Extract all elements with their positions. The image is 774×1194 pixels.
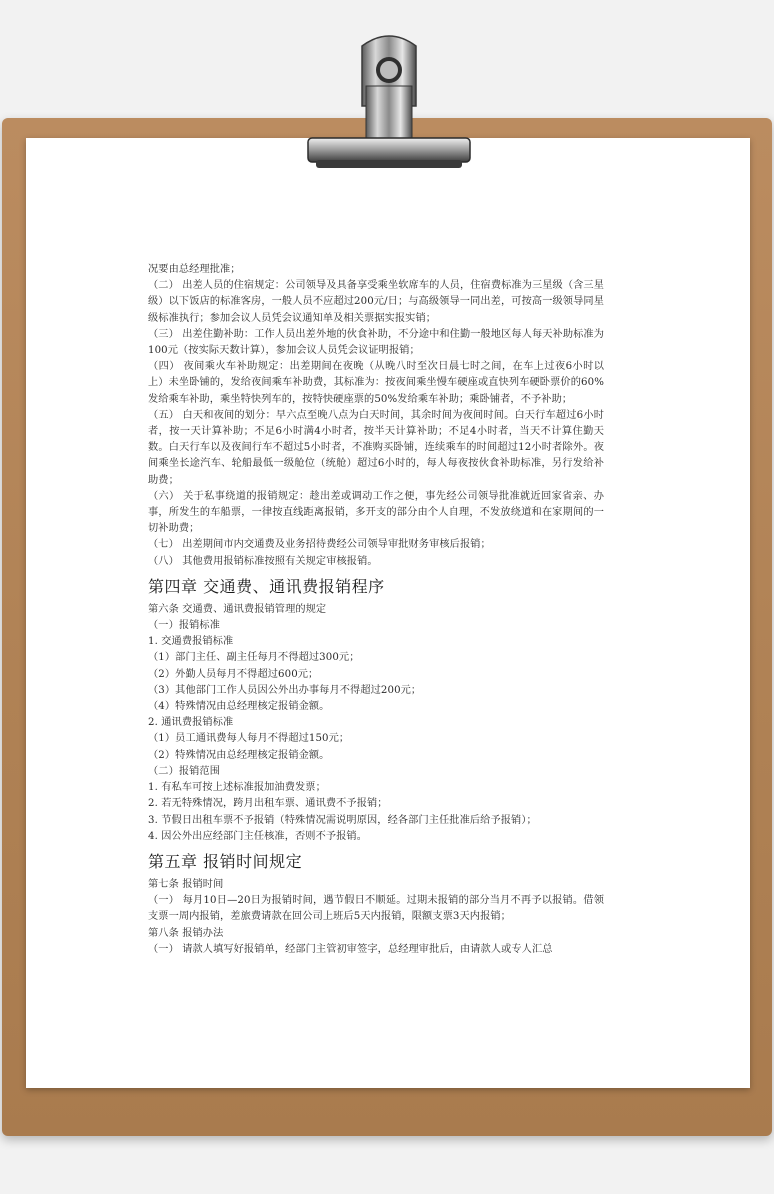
paragraph: （七） 出差期间市内交通费及业务招待费经公司领导审批财务审核后报销； bbox=[148, 539, 491, 551]
binder-clip-icon bbox=[306, 26, 472, 176]
section-2 bbox=[148, 602, 604, 845]
paragraph: （二） 出差人员的住宿规定：公司领导及具备享受乘坐软席车的人员，住宿费标准为三星级（含三星级）以下饭店的标准客房，一般人员不应超过200元/日；与高级领导一同出差，可按高一级领导同星级标准执行；参加会议人员凭会议通知单及相关票据实报实销； bbox=[148, 280, 604, 324]
paragraph: （三） 出差住勤补助：工作人员出差外地的伙食补助，不分途中和住勤一般地区每人每天补助标准为100元（按实际天数计算），参加会议人员凭会议证明报销； bbox=[148, 328, 604, 357]
paragraph: 1. 交通费报销标准 bbox=[148, 636, 234, 648]
paragraph: 第八条 报销办法 bbox=[148, 927, 224, 939]
paragraph: （五） 白天和夜间的划分：早六点至晚八点为白天时间，其余时间为夜间时间。白天行车超过6小时者，按一天计算补助；不足6小时满4小时者，按半天计算补助；不足4小时者，当天不计算住勤天数。白天行车以及夜间行车不超过5小时者，不准购买卧铺，连续乘车的时间超过12小时者除外。夜间乘坐长途汽车、轮船最低一级舱位（统舱）超过6小时的，每人每夜按伙食补助标准，另行发给补助费； bbox=[148, 409, 604, 486]
paragraph: （3）其他部门工作人员因公外出办事每月不得超过200元； bbox=[148, 684, 422, 696]
paragraph: （1）员工通讯费每人每月不得超过150元； bbox=[148, 733, 350, 745]
paragraph: 3. 节假日出租车票不予报销（特殊情况需说明原因，经各部门主任批准后给予报销）； bbox=[148, 814, 537, 826]
paragraph: 2. 通讯费报销标准 bbox=[148, 717, 234, 729]
paragraph: （1）部门主任、副主任每月不得超过300元； bbox=[148, 652, 360, 664]
paragraph: （八） 其他费用报销标准按照有关规定审核报销。 bbox=[148, 555, 378, 567]
paragraph: 第七条 报销时间 bbox=[148, 878, 224, 890]
chapter-5-title: 第五章 报销时间规定 bbox=[148, 851, 303, 871]
paragraph: （2）特殊情况由总经理核定报销金额。 bbox=[148, 749, 330, 761]
document-body bbox=[148, 262, 604, 958]
paragraph: （二）报销范围 bbox=[148, 765, 221, 777]
section-1 bbox=[148, 262, 604, 570]
paragraph: 1. 有私车可按上述标准报加油费发票； bbox=[148, 782, 326, 794]
paragraph: （六） 关于私事绕道的报销规定：趁出差或调动工作之便，事先经公司领导批准就近回家省亲、办事，所发生的车船票，一律按直线距离报销，多开支的部分由个人自理，不发放绕道和在家期间的一切补助费； bbox=[148, 490, 604, 535]
paragraph: （2）外勤人员每月不得超过600元； bbox=[148, 668, 319, 680]
paragraph: （4）特殊情况由总经理核定报销金额。 bbox=[148, 701, 330, 713]
paragraph: （一） 请款人填写好报销单，经部门主管初审签字，总经理审批后，由请款人或专人汇总 bbox=[148, 943, 553, 955]
paragraph: 2. 若无特殊情况，跨月出租车票、通讯费不予报销； bbox=[148, 798, 388, 810]
paragraph: 况要由总经理批准； bbox=[148, 264, 241, 275]
paragraph: （一） 每月10日—20日为报销时间，遇节假日不顺延。过期未报销的部分当月不再予以报销。借领支票一周内报销，差旅费请款在回公司上班后5天内报销，限额支票3天内报销； bbox=[148, 895, 604, 923]
chapter-4-title: 第四章 交通费、通讯费报销程序 bbox=[148, 576, 385, 596]
paragraph: 第六条 交通费、通讯费报销管理的规定 bbox=[148, 603, 327, 615]
paragraph: （一）报销标准 bbox=[148, 620, 221, 632]
paragraph: 4. 因公外出应经部门主任核准，否则不予报销。 bbox=[148, 830, 368, 842]
paragraph: （四） 夜间乘火车补助规定：出差期间在夜晚（从晚八时至次日晨七时之间，在车上过夜6小时以上）未坐卧铺的，发给夜间乘车补助费，其标准为：按夜间乘坐慢车硬座或直快列车硬卧票价的60%发给乘车补助，乘坐特快列车的，按特快硬座票的50%发给乘车补助；乘卧铺者，不予补助； bbox=[148, 361, 604, 405]
section-3 bbox=[148, 877, 604, 958]
